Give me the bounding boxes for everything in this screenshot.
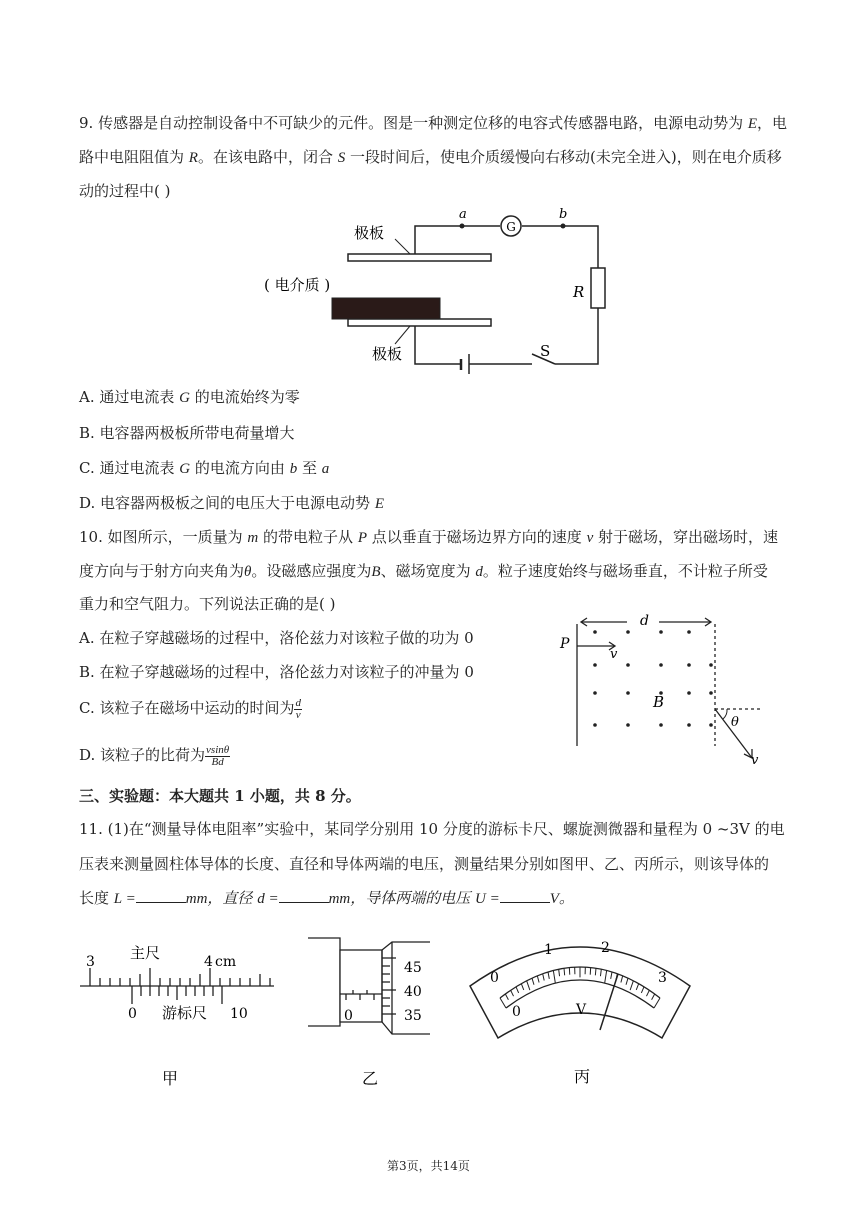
- q9-option-d: D. 电容器两极板之间的电压大于电源电动势 E: [79, 494, 384, 512]
- caption-jia: 甲: [162, 1069, 179, 1088]
- label-R: R: [573, 283, 585, 301]
- meter-tick: [595, 968, 596, 975]
- label-b: b: [559, 207, 568, 222]
- label-4: 4: [204, 954, 213, 970]
- label-vernier-0: 0: [128, 1006, 137, 1022]
- resistor-R: [591, 268, 605, 308]
- bottom-plate: [348, 319, 491, 326]
- label-3: 3: [86, 954, 95, 970]
- label-scale-3: 3: [658, 970, 667, 986]
- label-vernier-scale: 游标尺: [162, 1004, 208, 1022]
- label-P: P: [560, 636, 570, 652]
- answer-blank-L[interactable]: [136, 888, 186, 903]
- q9-option-a: A. 通过电流表 G 的电流始终为零: [79, 388, 300, 406]
- q10-option-d: D. 该粒子的比荷为 $\frac{vsin\theta}{Bd}$: [79, 743, 230, 768]
- q9-option-c: C. 通过电流表 G 的电流方向由 b 至 a: [79, 459, 330, 477]
- top-plate: [348, 254, 491, 261]
- label-40: 40: [404, 984, 422, 1000]
- field-dots: [593, 630, 713, 727]
- fraction-d-over-v: $\frac{d}{v}$: [295, 696, 301, 721]
- label-plate-top: 极板: [354, 224, 385, 242]
- label-v-out: v: [751, 753, 759, 768]
- label-sleeve-0: 0: [344, 1008, 353, 1024]
- meter-face: [470, 947, 690, 1038]
- q10-option-b: B. 在粒子穿越磁场的过程中，洛伦兹力对该粒子的冲量为 0: [79, 663, 474, 681]
- label-scale-1: 1: [544, 942, 553, 958]
- q9-option-b: B. 电容器两极板所带电荷量增大: [79, 424, 295, 442]
- answer-blank-U[interactable]: [500, 888, 550, 903]
- point-b: [561, 224, 566, 229]
- label-dielectric: ( 电介质 ): [264, 276, 331, 294]
- q11-line2: 压表来测量圆柱体导体的长度、直径和导体两端的电压，测量结果分别如图甲、乙、丙所示，则该导体的: [79, 855, 770, 873]
- q9-line1: 9. 传感器是自动控制设备中不可缺少的元件。图是一种测定位移的电容式传感器电路，电源电动势为 E，电: [79, 114, 788, 132]
- label-cm: cm: [215, 954, 237, 970]
- label-45: 45: [404, 960, 422, 976]
- label-plate-bottom: 极板: [372, 345, 403, 363]
- label-B: B: [653, 693, 665, 711]
- meter-tick: [564, 968, 565, 975]
- label-35: 35: [404, 1008, 422, 1024]
- dielectric-block: [332, 298, 440, 319]
- label-main-scale: 主尺: [130, 944, 161, 962]
- page-footer: 第3页，共14页: [387, 1159, 470, 1173]
- q10-option-a: A. 在粒子穿越磁场的过程中，洛伦兹力对该粒子做的功为 0: [79, 629, 474, 647]
- caption-bing: 丙: [574, 1067, 591, 1086]
- section-title: 三、实验题：本大题共 1 小题，共 8 分。: [79, 787, 361, 805]
- label-v-in: v: [610, 647, 618, 662]
- label-scale-0: 0: [490, 970, 499, 986]
- label-inner-0: 0: [512, 1004, 521, 1020]
- capacitor-circuit-figure: [250, 204, 620, 374]
- q10-line2: 度方向与于射方向夹角为θ。设磁感应强度为B、磁场宽度为 d。粒子速度始终与磁场垂直，不计粒子所受: [79, 562, 768, 580]
- label-a: a: [459, 207, 467, 222]
- voltmeter-figure: [462, 928, 702, 1093]
- label-vernier-10: 10: [230, 1006, 248, 1022]
- q10-line1: 10. 如图所示，一质量为 m 的带电粒子从 P 点以垂直于磁场边界方向的速度 v 射于磁场，穿出磁场时，速: [79, 528, 779, 546]
- q10-line3: 重力和空气阻力。下列说法正确的是( ): [79, 595, 336, 613]
- fraction-charge-mass: $\frac{vsin\theta}{Bd}$: [206, 743, 230, 768]
- label-unit-V: V: [576, 1002, 587, 1018]
- label-scale-2: 2: [601, 940, 610, 956]
- label-G: G: [506, 220, 516, 234]
- vernier-caliper-figure: [76, 938, 281, 1093]
- answer-blank-d[interactable]: [279, 888, 329, 903]
- point-a: [460, 224, 465, 229]
- micrometer-figure: [300, 930, 440, 1093]
- label-theta: θ: [731, 715, 739, 730]
- caption-yi: 乙: [362, 1069, 379, 1088]
- q11-line3: 长度 L = mm，直径 d = mm，导体两端的电压 U = V。: [79, 889, 574, 907]
- label-d: d: [640, 613, 649, 629]
- q9-line2: 路中电阻阻值为 R。在该电路中，闭合 S 一段时间后，使电介质缓慢向右移动(未完全进入)，则在电介质移: [79, 148, 782, 166]
- magnetic-field-figure: [555, 606, 775, 776]
- q9-line3: 动的过程中( ): [79, 182, 171, 200]
- label-S: S: [540, 342, 551, 360]
- q10-option-c: C. 该粒子在磁场中运动的时间为 $\frac{d}{v}$: [79, 696, 301, 721]
- q11-line1: 11. (1)在“测量导体电阻率”实验中，某同学分别用 10 分度的游标卡尺、螺旋测微器和量程为 0 ~3V 的电: [79, 820, 785, 838]
